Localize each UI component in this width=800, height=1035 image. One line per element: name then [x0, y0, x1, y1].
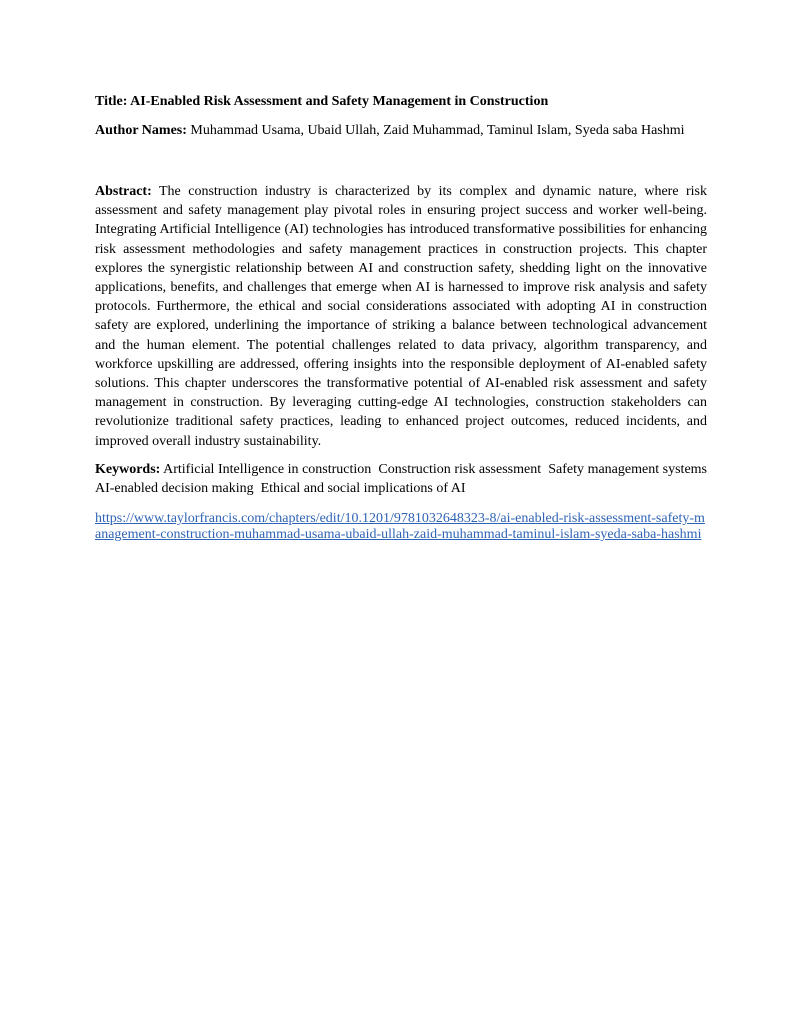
document-page [95, 93, 714, 543]
title-line [95, 93, 707, 111]
paper-title: AI-Enabled Risk Assessment and Safety Management in Construction [130, 94, 549, 109]
abstract-text: The construction industry is characterized by its complex and dynamic nature, where risk assessment and safety management play pivotal roles in ensuring project success and worker well-being. Integrating Artificial Intelligence (AI) technologies has introduced transformative possibilities for enhancing risk assessment methodologies and safety management practices in construction projects. This chapter explores the synergistic relationship between AI and construction safety, shedding light on the innovative applications, benefits, and challenges that emerge when AI is harnessed to improve risk analysis and safety protocols. Furthermore, the ethical and social considerations associated with adopting AI in construction safety are explored, underlining the importance of striking a balance between technological advancement and the human element. The potential challenges related to data privacy, algorithm transparency, and workforce upskilling are addressed, offering insights into the responsible deployment of AI-enabled safety solutions. This chapter underscores the transformative potential of AI-enabled risk assessment and safety management in construction. By leveraging cutting-edge AI technologies, construction stakeholders can revolutionize traditional safety practices, leading to enhanced project outcomes, reduced incidents, and improved overall industry sustainability. [95, 184, 708, 449]
abstract-label: Abstract: [95, 184, 152, 199]
chapter-link[interactable]: https://www.taylorfrancis.com/chapters/edit/10.1201/9781032648323-8/ai-enabled-risk-assessment-safety-management-construction-muhammad-usama-ubaid-ullah-zaid-muhammad-taminul-islam-syeda-saba-hashmi [95, 511, 705, 543]
authors-label: Author Names: [95, 123, 187, 138]
keywords-text: Artificial Intelligence in construction Construction risk assessment Safety management systems AI-enabled decision making Ethical and social implications of AI [95, 461, 714, 497]
keywords-label: Keywords: [95, 461, 161, 477]
authors-line [95, 122, 707, 140]
title-label: Title: [95, 94, 128, 109]
keywords-paragraph [95, 460, 714, 498]
abstract-paragraph [95, 182, 707, 451]
author-names: Muhammad Usama, Ubaid Ullah, Zaid Muhammad, Taminul Islam, Syeda saba Hashmi [190, 123, 685, 138]
